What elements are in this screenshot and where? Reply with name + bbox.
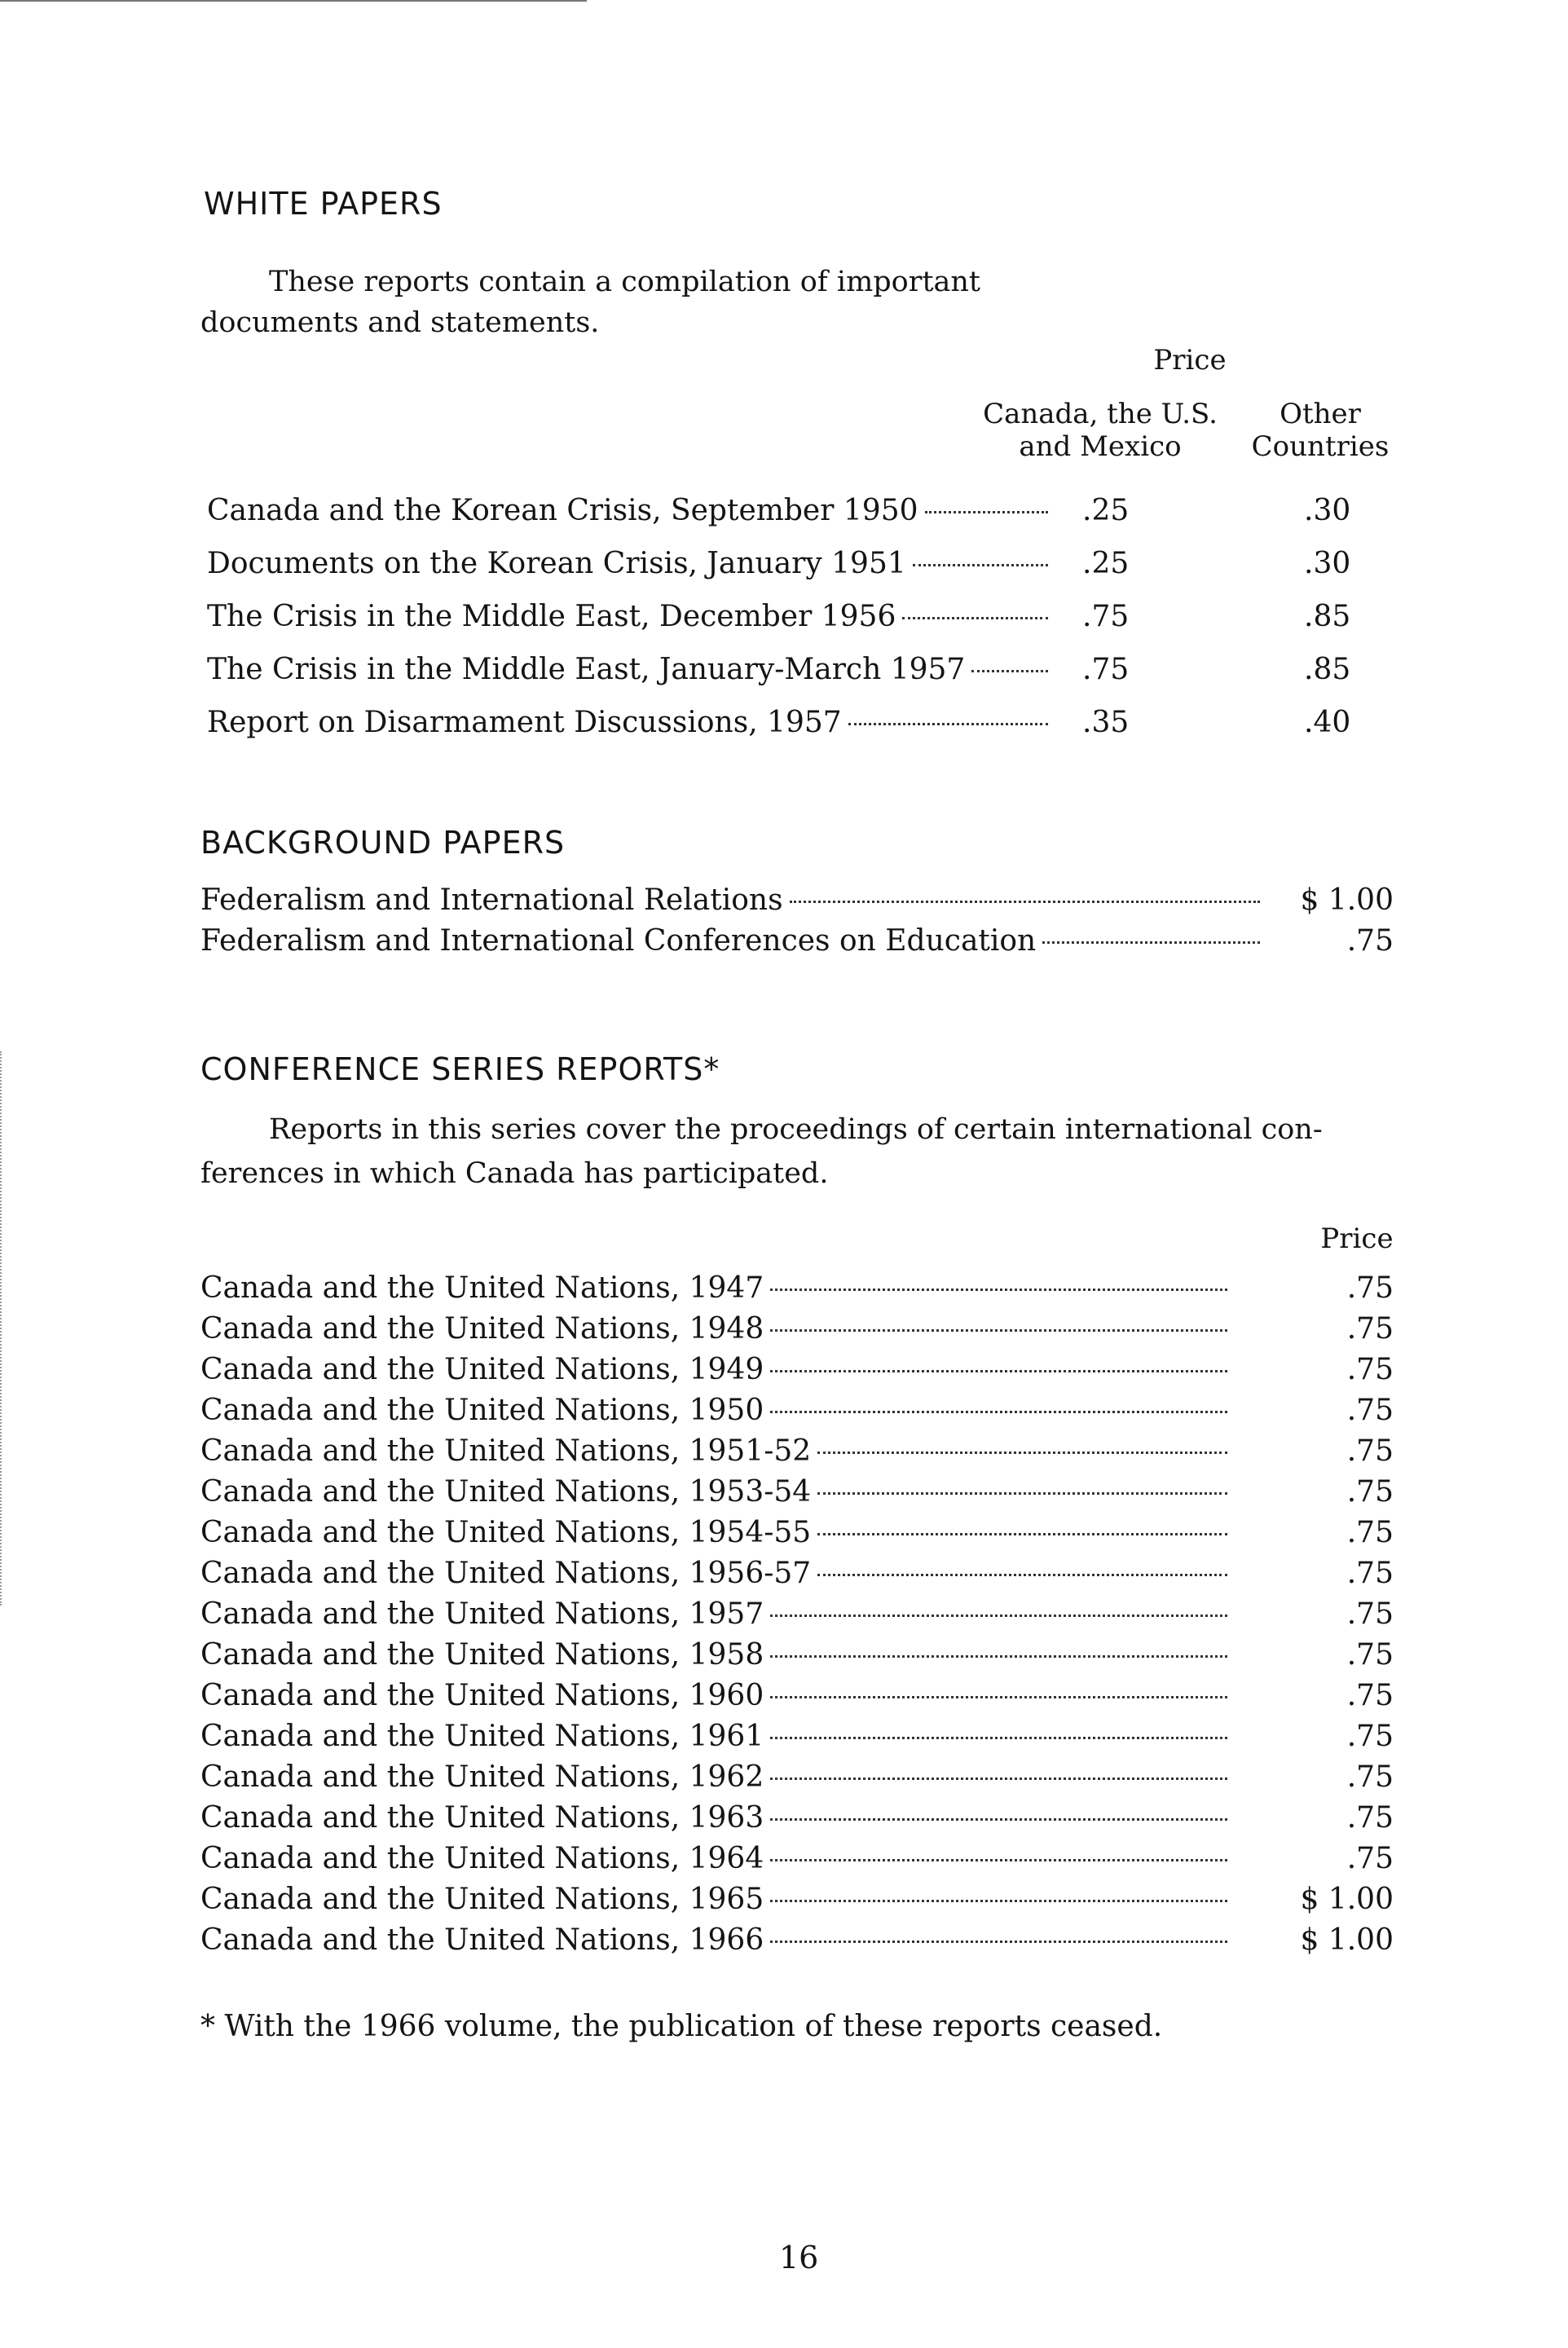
entry-title: Report on Disarmament Discussions, 1957 xyxy=(207,706,842,739)
entry-title: Canada and the United Nations, 1947 xyxy=(200,1271,764,1305)
entry-title: Federalism and International Relations xyxy=(200,883,783,917)
price: .75 xyxy=(1346,1801,1394,1835)
entry-title-with-leader xyxy=(200,1312,1234,1346)
conference-report-row xyxy=(0,1923,1568,1964)
conference-report-row xyxy=(0,1475,1568,1516)
conference-report-row xyxy=(0,1720,1568,1760)
price-canada-us-mexico: .75 xyxy=(1082,600,1130,633)
price-canada-us-mexico: .25 xyxy=(1082,494,1130,527)
conference-report-row xyxy=(0,1516,1568,1557)
col1-line2: and Mexico xyxy=(1019,430,1182,463)
entry-title: Canada and the United Nations, 1949 xyxy=(200,1353,764,1386)
section-heading-white-papers: WHITE PAPERS xyxy=(204,186,443,222)
dot-leader xyxy=(1042,941,1260,944)
white-paper-row xyxy=(0,706,1568,747)
price-other-countries: .85 xyxy=(1304,600,1351,633)
dot-leader xyxy=(770,1289,1227,1291)
price-other-countries: .85 xyxy=(1304,653,1351,686)
dot-leader xyxy=(770,1737,1227,1739)
entry-title: Canada and the United Nations, 1961 xyxy=(200,1720,764,1753)
white-papers-intro-line2: documents and statements. xyxy=(200,306,600,339)
price: .75 xyxy=(1346,1557,1394,1590)
dot-leader xyxy=(770,1411,1227,1413)
entry-title: Canada and the United Nations, 1951-52 xyxy=(200,1434,812,1468)
entry-title-with-leader xyxy=(200,1760,1234,1794)
conference-report-row xyxy=(0,1679,1568,1720)
price: $ 1.00 xyxy=(1300,883,1394,917)
dot-leader xyxy=(770,1818,1227,1821)
price-canada-us-mexico: .75 xyxy=(1082,653,1130,686)
price-canada-us-mexico: .35 xyxy=(1082,706,1130,739)
conference-price-label: Price xyxy=(1320,1222,1394,1255)
entry-title: Canada and the United Nations, 1960 xyxy=(200,1679,764,1712)
dot-leader xyxy=(817,1533,1227,1535)
price: .75 xyxy=(1346,1638,1394,1672)
price: .75 xyxy=(1346,1271,1394,1305)
entry-title: Canada and the United Nations, 1958 xyxy=(200,1638,764,1672)
price: .75 xyxy=(1346,1597,1394,1631)
entry-title-with-leader xyxy=(200,1475,1234,1509)
entry-title-with-leader xyxy=(207,494,1055,527)
entry-title: Canada and the United Nations, 1964 xyxy=(200,1842,764,1875)
price: .75 xyxy=(1346,1760,1394,1794)
conference-report-row xyxy=(0,1883,1568,1923)
dot-leader xyxy=(770,1778,1227,1780)
entry-title-with-leader xyxy=(200,1883,1234,1916)
entry-title-with-leader xyxy=(200,924,1266,958)
entry-title: The Crisis in the Middle East, December 1956 xyxy=(207,600,896,633)
entry-title: Canada and the Korean Crisis, September 1950 xyxy=(207,494,918,527)
entry-title-with-leader xyxy=(200,1353,1234,1386)
price: .75 xyxy=(1346,1353,1394,1386)
conference-report-row xyxy=(0,1801,1568,1842)
conference-report-row xyxy=(0,1434,1568,1475)
dot-leader xyxy=(913,564,1048,566)
entry-title: Canada and the United Nations, 1953-54 xyxy=(200,1475,812,1509)
price: .75 xyxy=(1346,1720,1394,1753)
entry-title-with-leader xyxy=(200,1679,1234,1712)
background-paper-row xyxy=(0,924,1568,965)
conference-report-row xyxy=(0,1638,1568,1679)
price: .75 xyxy=(1346,1312,1394,1346)
dot-leader xyxy=(770,1941,1227,1943)
price: .75 xyxy=(1346,1679,1394,1712)
entry-title-with-leader xyxy=(200,1597,1234,1631)
entry-title: Canada and the United Nations, 1962 xyxy=(200,1760,764,1794)
conference-report-row xyxy=(0,1557,1568,1597)
white-papers-intro-line1: These reports contain a compilation of important xyxy=(269,266,981,298)
dot-leader xyxy=(902,617,1048,619)
dot-leader xyxy=(848,723,1048,725)
dot-leader xyxy=(770,1370,1227,1372)
price: .75 xyxy=(1346,1394,1394,1427)
price: .75 xyxy=(1346,1516,1394,1549)
entry-title-with-leader xyxy=(207,706,1055,739)
price: .75 xyxy=(1346,1475,1394,1509)
dot-leader xyxy=(770,1655,1227,1658)
dot-leader xyxy=(817,1574,1227,1576)
entry-title-with-leader xyxy=(200,883,1266,917)
entry-title-with-leader xyxy=(200,1720,1234,1753)
dot-leader xyxy=(925,511,1048,513)
price: $ 1.00 xyxy=(1300,1923,1394,1957)
section-heading-background-papers: BACKGROUND PAPERS xyxy=(200,825,566,861)
price-canada-us-mexico: .25 xyxy=(1082,547,1130,580)
white-paper-row xyxy=(0,547,1568,588)
entry-title-with-leader xyxy=(200,1557,1234,1590)
dot-leader xyxy=(790,901,1260,903)
entry-title-with-leader xyxy=(207,600,1055,633)
dot-leader xyxy=(971,670,1048,672)
entry-title: Federalism and International Conferences on Education xyxy=(200,924,1037,958)
entry-title: Documents on the Korean Crisis, January 1951 xyxy=(207,547,906,580)
price: .75 xyxy=(1346,924,1394,958)
dot-leader xyxy=(770,1615,1227,1617)
entry-title-with-leader xyxy=(200,1516,1234,1549)
entry-title: Canada and the United Nations, 1956-57 xyxy=(200,1557,812,1590)
price-other-countries: .30 xyxy=(1304,547,1351,580)
conference-intro-line1: Reports in this series cover the proceedings of certain international con- xyxy=(269,1113,1323,1146)
conference-report-row xyxy=(0,1842,1568,1883)
conference-report-row xyxy=(0,1312,1568,1353)
dot-leader xyxy=(770,1900,1227,1902)
entry-title-with-leader xyxy=(200,1638,1234,1672)
entry-title: Canada and the United Nations, 1957 xyxy=(200,1597,764,1631)
conference-report-row xyxy=(0,1597,1568,1638)
col1-line1: Canada, the U.S. xyxy=(983,398,1218,430)
price: .75 xyxy=(1346,1842,1394,1875)
entry-title: Canada and the United Nations, 1965 xyxy=(200,1883,764,1916)
entry-title: Canada and the United Nations, 1963 xyxy=(200,1801,764,1835)
entry-title-with-leader xyxy=(207,653,1055,686)
col2-line2: Countries xyxy=(1251,430,1390,463)
dot-leader xyxy=(817,1452,1227,1454)
entry-title-with-leader xyxy=(200,1271,1234,1305)
price-other-countries: .30 xyxy=(1304,494,1351,527)
price-other-countries: .40 xyxy=(1304,706,1351,739)
entry-title-with-leader xyxy=(200,1434,1234,1468)
column-head-other-countries xyxy=(1247,398,1394,463)
col2-line1: Other xyxy=(1280,398,1361,430)
conference-report-row xyxy=(0,1271,1568,1312)
section-heading-conference-series: CONFERENCE SERIES REPORTS* xyxy=(200,1051,720,1087)
conference-report-row xyxy=(0,1760,1568,1801)
white-paper-row xyxy=(0,600,1568,641)
conference-report-row xyxy=(0,1394,1568,1434)
entry-title-with-leader xyxy=(207,547,1055,580)
entry-title-with-leader xyxy=(200,1801,1234,1835)
price: .75 xyxy=(1346,1434,1394,1468)
column-head-canada-us-mexico xyxy=(978,398,1222,463)
dot-leader xyxy=(770,1329,1227,1332)
dot-leader xyxy=(817,1492,1227,1495)
entry-title-with-leader xyxy=(200,1923,1234,1957)
entry-title: Canada and the United Nations, 1950 xyxy=(200,1394,764,1427)
entry-title: The Crisis in the Middle East, January-March 1957 xyxy=(207,653,966,686)
entry-title: Canada and the United Nations, 1948 xyxy=(200,1312,764,1346)
white-paper-row xyxy=(0,653,1568,694)
page-number: 16 xyxy=(779,2240,819,2275)
entry-title: Canada and the United Nations, 1954-55 xyxy=(200,1516,812,1549)
white-paper-row xyxy=(0,494,1568,535)
price: $ 1.00 xyxy=(1300,1883,1394,1916)
entry-title-with-leader xyxy=(200,1842,1234,1875)
entry-title: Canada and the United Nations, 1966 xyxy=(200,1923,764,1957)
conference-report-row xyxy=(0,1353,1568,1394)
background-paper-row xyxy=(0,883,1568,924)
dot-leader xyxy=(770,1696,1227,1698)
footnote: * With the 1966 volume, the publication of these reports ceased. xyxy=(200,2010,1163,2043)
dot-leader xyxy=(770,1859,1227,1861)
conference-intro-line2: ferences in which Canada has participated. xyxy=(200,1157,829,1190)
top-edge-rule xyxy=(0,0,587,2)
white-papers-price-label: Price xyxy=(1153,344,1227,377)
entry-title-with-leader xyxy=(200,1394,1234,1427)
